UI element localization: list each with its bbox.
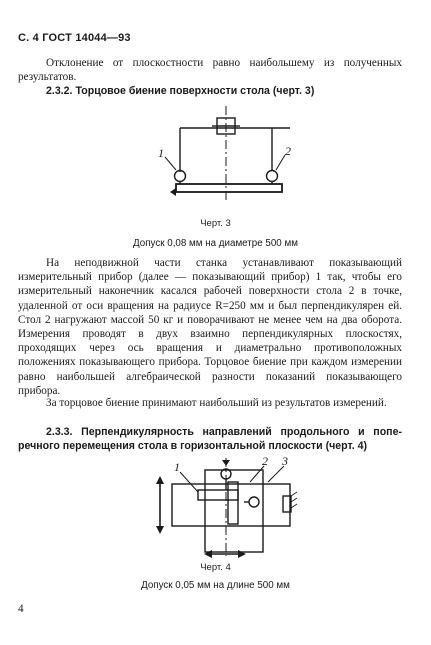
fig4-label-2: 2 <box>262 454 268 468</box>
figure-3-caption: Черт. 3 <box>200 218 231 229</box>
paragraph-runout-method: На неподвижной части станка устанавливают показывающий измерительный прибор (далее — показывающий прибор) 1 так, чтобы его измерительный наконечник касался рабочей поверхности стола 2 в точке, удаленной от оси вращения на радиусе R=250 мм и был перпендикулярен ей. Стол 2 нагружают массой 50 кг и поворачивают не менее чем на два оборота. Измерения проводят в двух взаимно перпендикулярных плоскостях, проходящих через ось вращения и диаметрально противоположных положениях показывающего прибора. Торцовое биение при каждом измерении равно наибольшей алгебраической разности показаний показывающего прибора. <box>18 257 402 397</box>
figure-4-caption: Черт. 4 <box>200 562 231 573</box>
fig4-label-1: 1 <box>174 460 180 474</box>
paragraph-flatness: Отклонение от плоскостности равно наибольшему из полученных результатов. <box>18 57 402 84</box>
page-number: 4 <box>18 603 24 615</box>
page-header: С. 4 ГОСТ 14044—93 <box>18 32 131 44</box>
heading-2-3-3: 2.3.3. Перпендикулярность направлений продольного и поперечного перемещения стола в горизонтальной плоскости (черт. 4) <box>18 426 402 452</box>
heading-2-3-2: 2.3.2. Торцовое биение поверхности стола (черт. 3) <box>46 85 315 97</box>
paragraph-max-result: За торцовое биение принимают наибольший из результатов измерений. <box>46 397 387 409</box>
fig3-label-1: 1 <box>158 146 164 160</box>
fig3-label-2: 2 <box>285 144 291 158</box>
figure-4-drawing <box>150 452 310 562</box>
fig4-label-3: 3 <box>282 454 288 468</box>
figure-3-tolerance: Допуск 0,08 мм на диаметре 500 мм <box>133 238 298 249</box>
figure-3-drawing <box>140 100 310 210</box>
figure-4-tolerance: Допуск 0,05 мм на длине 500 мм <box>141 580 290 591</box>
